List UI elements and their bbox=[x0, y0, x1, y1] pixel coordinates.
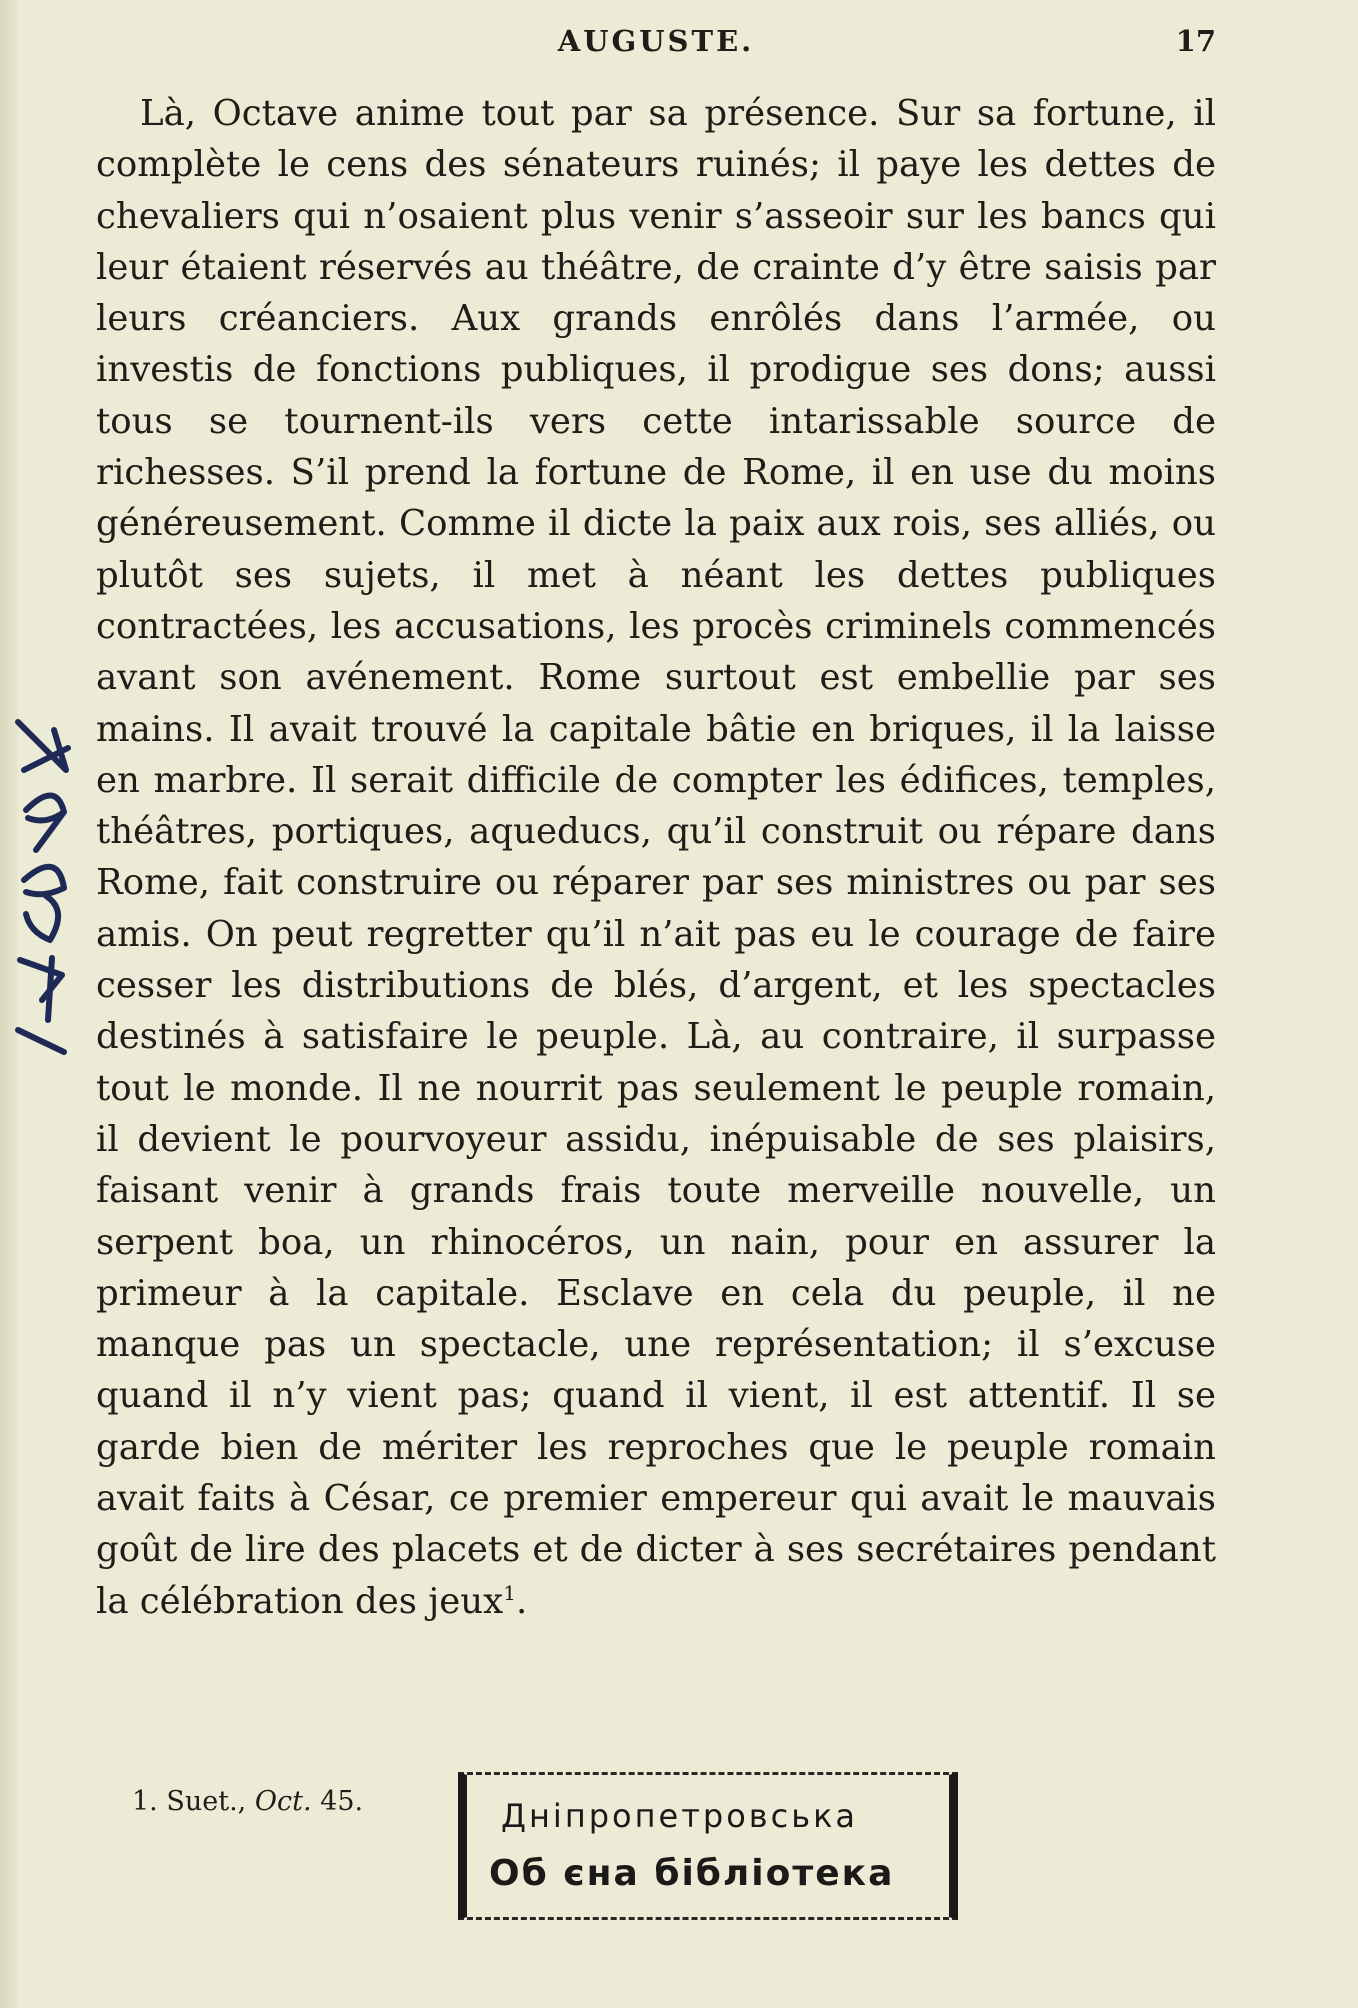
handwritten-inventory-number bbox=[6, 700, 86, 1060]
footnote-source: Suet., bbox=[166, 1786, 247, 1817]
body-paragraph bbox=[96, 88, 1216, 1627]
stamp-line-1: Дніпропетровська bbox=[501, 1797, 859, 1835]
footnote-work: Oct. bbox=[254, 1786, 312, 1817]
footnote-number: 1. bbox=[132, 1786, 158, 1817]
stamp-line-2: Об єна бібліотека bbox=[489, 1853, 895, 1894]
footnote bbox=[132, 1786, 363, 1817]
library-stamp bbox=[458, 1772, 958, 1920]
paragraph-end-mark: . bbox=[515, 1580, 528, 1622]
handwritten-number-drawing bbox=[6, 700, 86, 1060]
footnote-marker: 1 bbox=[503, 1580, 516, 1605]
footnote-reference: 45. bbox=[320, 1786, 364, 1817]
page-number: 17 bbox=[1175, 24, 1216, 58]
running-title: AUGUSTE. bbox=[557, 24, 755, 58]
running-header bbox=[96, 24, 1216, 64]
body-paragraph-text: Là, Octave anime tout par sa présence. Sur sa fortune, il complète le cens des sénateurs ruinés; il paye les dettes de chevaliers qui n’osaient plus venir s’asseoir sur les bancs qui leur étaient réservés au théâtre, de crainte d’y être saisis par leurs créanciers. Aux grands enrôlés dans l’armée, ou investis de fonctions publiques, il prodigue ses dons; aussi tous se tournent-ils vers cette intarissable source de richesses. S’il prend la fortune de Rome, il en use du moins généreusement. Comme il dicte la paix aux rois, ses alliés, ou plutôt ses sujets, il met à néant les dettes publiques contractées, les accusations, les procès criminels commencés avant son avénement. Rome surtout est embellie par ses mains. Il avait trouvé la capitale bâtie en briques, il la laisse en marbre. Il serait difficile de compter les édifices, temples, théâtres, portiques, aqueducs, qu’il construit ou répare dans Rome, fait construire ou réparer par ses ministres ou par ses amis. On peut regretter qu’il n’ait pas eu le courage de faire cesser les distributions de blés, d’argent, et les spectacles destinés à satisfaire le peuple. Là, au contraire, il surpasse tout le monde. Il ne nourrit pas seulement le peuple romain, il devient le pourvoyeur assidu, inépuisable de ses plaisirs, faisant venir à grands frais toute merveille nouvelle, un serpent boa, un rhinocéros, un nain, pour en assurer la primeur à la capitale. Esclave en cela du peuple, il ne manque pas un spectacle, une représentation; il s’excuse quand il n’y vient pas; quand il vient, il est attentif. Il se garde bien de mériter les reproches que le peuple romain avait faits à César, ce premier empereur qui avait le mauvais goût de lire des placets et de dicter à ses secrétaires pendant la célébration des jeux bbox=[96, 93, 1216, 1622]
